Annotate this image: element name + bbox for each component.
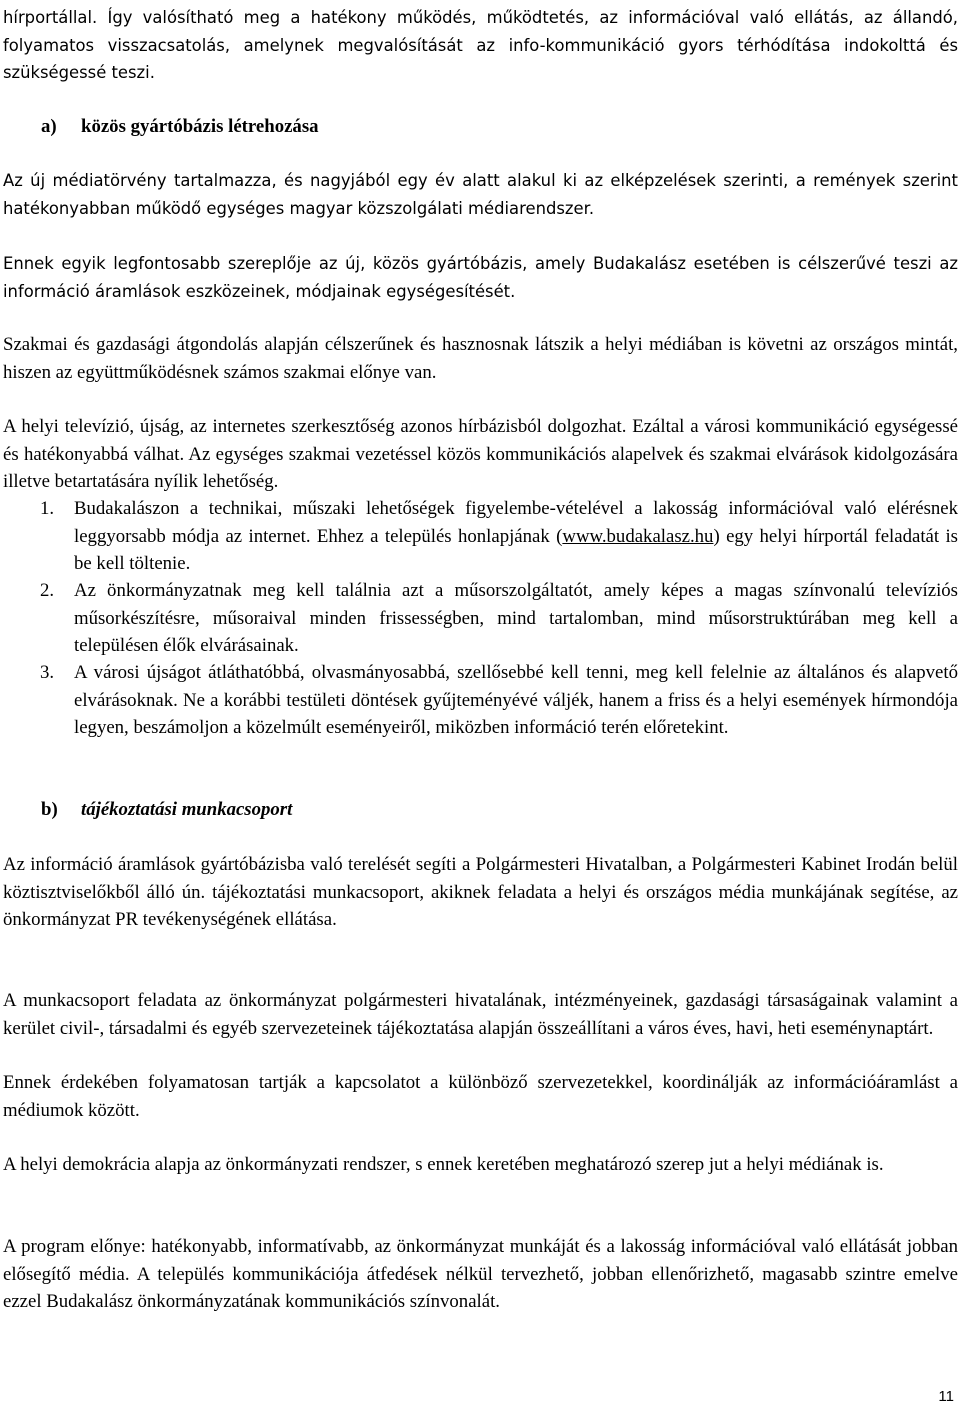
section-a-paragraph-3: Szakmai és gazdasági átgondolás alapján célszerűnek és hasznosnak látszik a helyi médiában is követni az országos mintát, hiszen az együttműködésnek számos szakmai előnye van. bbox=[3, 334, 958, 383]
page-number: 11 bbox=[938, 1388, 954, 1405]
list-number: 1. bbox=[40, 498, 55, 519]
section-b-paragraph-5: A program előnye: hatékonyabb, informatívabb, az önkormányzat munkáját és a lakosság információval való ellátását jobban elősegítő média. A település kommunikációja átfedések nélkül tervezhető, jobban ellenőrizhető, magasabb szintre emelve ezzel Budakalász önkormányzatának kommunikációs színvonalát. bbox=[3, 1236, 958, 1312]
list-item-text: Az önkormányzatnak meg kell találnia azt a műsorszolgáltatót, amely képes a magas színvonalú televíziós műsorkészítésre, műsoraival minden frissességben, mind tartalomban, mind műsorstruktúrában meg kell a településen élők elvárásainak. bbox=[74, 580, 958, 656]
list-item-3 bbox=[3, 659, 958, 742]
list-item-1 bbox=[3, 495, 958, 578]
intro-paragraph: hírportállal. Így valósítható meg a hatékony működés, működtetés, az információval való ellátás, az állandó, folyamatos visszacsatolás, amelynek megvalósítását az info-kommunikáció gyors térhódítása indokolttá és szükségessé teszi. bbox=[3, 8, 958, 82]
list-number: 3. bbox=[40, 662, 55, 683]
section-b-label: b) bbox=[41, 799, 58, 820]
section-b-paragraph-3: Ennek érdekében folyamatosan tartják a kapcsolatot a különböző szervezetekkel, koordinálják az információáramlást a médiumok között. bbox=[3, 1072, 958, 1121]
section-a-label: a) bbox=[41, 116, 57, 137]
list-item-text bbox=[74, 495, 958, 578]
section-a-paragraph-1: Az új médiatörvény tartalmazza, és nagyjából egy év alatt alakul ki az elképzelések szerinti, a remények szerint hatékonyabban működő egységes magyar közszolgálati médiarendszer. bbox=[3, 171, 958, 218]
section-a-paragraph-4: A helyi televízió, újság, az internetes szerkesztőség azonos hírbázisból dolgozhat. Ezáltal a városi kommunikáció egységessé és hatékonyabbá válhat. Az egységes szakmai vezetéssel közös kommunikációs alapelvek és szakmai elvárások kidolgozására illetve betartatására nyílik lehetőség. bbox=[3, 416, 958, 492]
list-text-after: ) egy helyi hírportál feladatát is be kell töltenie. bbox=[74, 525, 958, 574]
section-a-title: közös gyártóbázis létrehozása bbox=[81, 116, 319, 137]
section-a-heading bbox=[41, 113, 319, 140]
section-b-heading bbox=[41, 796, 292, 823]
section-a-paragraph-2: Ennek egyik legfontosabb szereplője az új, közös gyártóbázis, amely Budakalász esetében is célszerűvé teszi az információ áramlások eszközeinek, módjainak egységesítését. bbox=[3, 254, 958, 301]
section-b-title: tájékoztatási munkacsoport bbox=[81, 799, 293, 820]
section-b-paragraph-1: Az információ áramlások gyártóbázisba való terelését segíti a Polgármesteri Hivatalban, a Polgármesteri Kabinet Irodán belül köztisztviselőkből álló ún. tájékoztatási munkacsoport, akiknek feladata a helyi és országos média munkájának segítése, az önkormányzat PR tevékenységének ellátása. bbox=[3, 854, 958, 930]
website-link[interactable]: www.budakalasz.hu bbox=[562, 525, 714, 547]
list-item-2 bbox=[3, 577, 958, 660]
list-number: 2. bbox=[40, 580, 55, 601]
list-text-before: Budakalászon a technikai, műszaki lehetőségek figyelembe-vételével a lakosság információval való elérésnek leggyorsabb módja az internet. Ehhez a település honlapjának ( bbox=[74, 498, 958, 547]
section-b-paragraph-4: A helyi demokrácia alapja az önkormányzati rendszer, s ennek keretében meghatározó szerep jut a helyi médiának is. bbox=[3, 1154, 884, 1175]
section-b-paragraph-2: A munkacsoport feladata az önkormányzat polgármesteri hivatalának, intézményeinek, gazdasági társaságainak valamint a kerület civil-, társadalmi és egyéb szervezeteinek tájékoztatása alapján összeállítani a város éves, havi, heti eseménynaptárt. bbox=[3, 990, 958, 1039]
list-item-text: A városi újságot átláthatóbbá, olvasmányosabbá, szellősebbé kell tenni, meg kell felelnie az általános és alapvető elvárásoknak. Ne a korábbi testületi döntések gyűjteményévé váljék, hanem a friss és a helyi események hírmondója legyen, beszámoljon a közelmúlt eseményeiről, miközben információ terén előretekint. bbox=[74, 662, 958, 738]
